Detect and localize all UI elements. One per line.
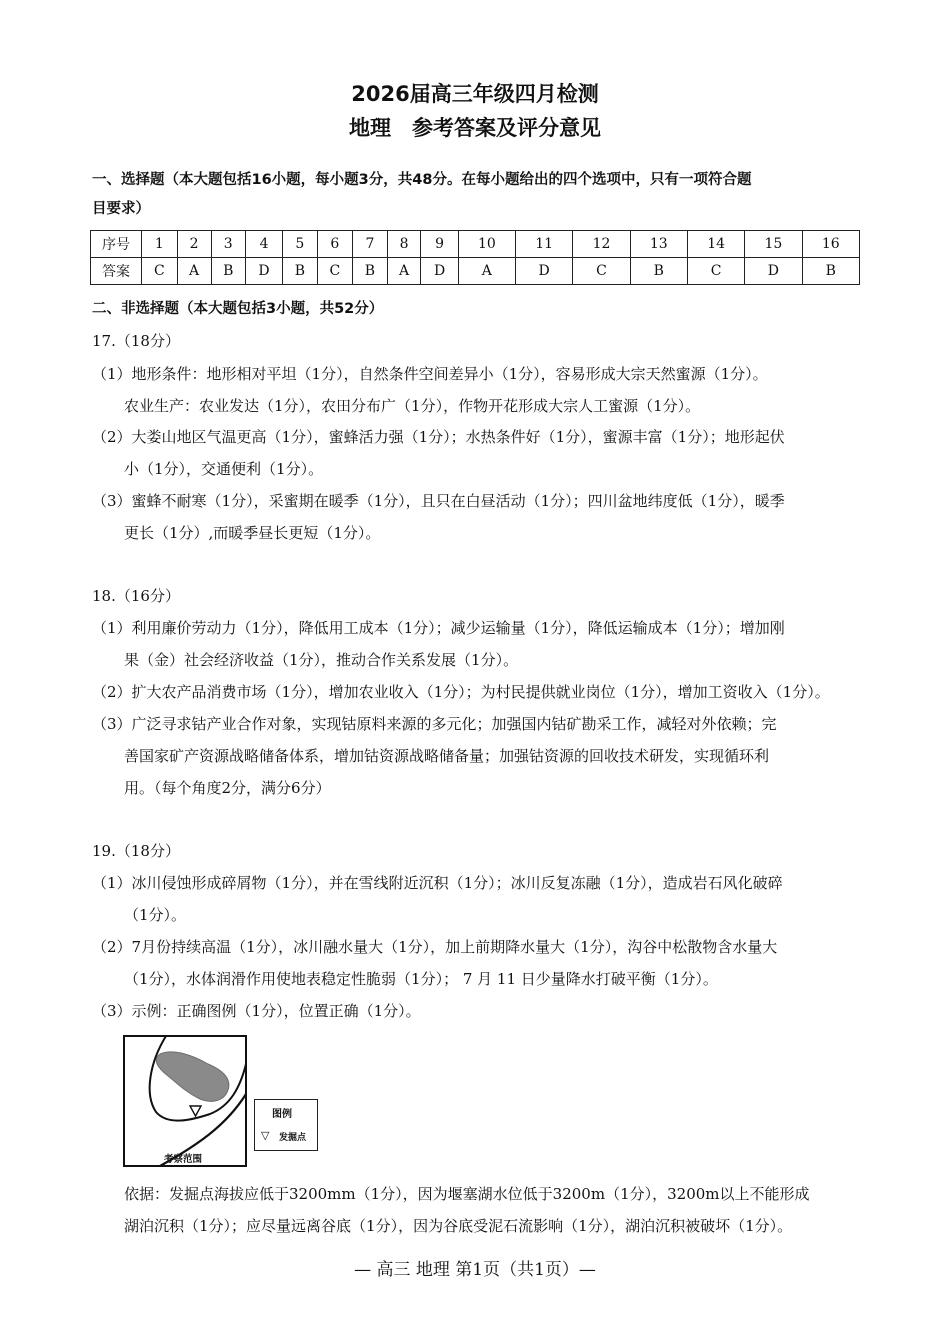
table-cell: 7: [353, 231, 387, 258]
q19-line: 湖泊沉积（1分）；应尽量远离谷底（1分），因为谷底受泥石流影响（1分），湖泊沉积被破坏（1分）。: [124, 1217, 793, 1235]
table-cell: B: [211, 258, 245, 285]
table-cell: 11: [516, 231, 573, 258]
triangle-icon: ▽: [261, 1129, 270, 1142]
q18-line: （3）广泛寻求钴产业合作对象，实现钴原料来源的多元化；加强国内钴矿勘采工作，减轻对外依赖；完: [92, 715, 777, 733]
table-cell: 5: [283, 231, 317, 258]
table-cell: C: [687, 258, 744, 285]
q18-line: 用。（每个角度2分，满分6分）: [124, 779, 331, 797]
table-cell: 2: [177, 231, 211, 258]
section1-heading-line1: 一、选择题（本大题包括16小题，每小题3分，共48分。在每小题给出的四个选项中，只有一项符合题: [92, 172, 752, 188]
q19-line: 依据：发掘点海拔应低于3200mm（1分），因为堰塞湖水位低于3200m（1分），3200m以上不能形成: [124, 1185, 810, 1203]
map-caption: 考察范围: [164, 1154, 203, 1165]
q18-line: 善国家矿产资源战略储备体系，增加钴资源战略储备量；加强钴资源的回收技术研发，实现循环利: [124, 747, 770, 765]
q19-line: （1）冰川侵蚀形成碎屑物（1分），并在雪线附近沉积（1分）；冰川反复冻融（1分），造成岩石风化破碎: [92, 874, 783, 892]
table-cell: D: [516, 258, 573, 285]
table-cell: 15: [745, 231, 802, 258]
table-cell: C: [317, 258, 353, 285]
table-cell: 9: [421, 231, 458, 258]
exam-title: 2026届高三年级四月检测: [351, 82, 599, 106]
q18-line: （1）利用廉价劳动力（1分），降低用工成本（1分）；减少运输量（1分），降低运输成本（1分）；增加刚: [92, 619, 785, 637]
q17-line: 更长（1分）,而暖季昼长更短（1分）。: [124, 524, 381, 542]
table-cell: C: [573, 258, 630, 285]
table-cell: A: [458, 258, 515, 285]
table-header-cell: 答案: [91, 258, 142, 285]
section1-heading-line2: 目要求）: [92, 201, 150, 217]
q19-line: （3）示例：正确图例（1分），位置正确（1分）。: [92, 1002, 421, 1020]
table-cell: 6: [317, 231, 353, 258]
excavation-site-marker: [190, 1106, 201, 1116]
lake-sediment-area: [156, 1052, 229, 1101]
q19-heading: 19.（18分）: [92, 842, 180, 860]
table-cell: D: [421, 258, 458, 285]
q17-line: （1）地形条件：地形相对平坦（1分），自然条件空间差异小（1分），容易形成大宗天然蜜源（1分）。: [92, 365, 768, 383]
table-cell: D: [245, 258, 282, 285]
table-cell: 1: [142, 231, 178, 258]
q17-line: 农业生产：农业发达（1分），农田分布广（1分），作物开花形成大宗人工蜜源（1分）。: [124, 397, 701, 415]
table-cell: B: [353, 258, 387, 285]
table-cell: D: [745, 258, 802, 285]
q18-heading: 18.（16分）: [92, 587, 180, 605]
page-footer: — 高三 地理 第1页（共1页）—: [354, 1260, 596, 1280]
answer-table-number-row: [91, 231, 860, 258]
q17-line: 小（1分），交通便利（1分）。: [124, 460, 324, 478]
q18-line: 果（金）社会经济收益（1分），推动合作关系发展（1分）。: [124, 651, 519, 669]
q19-line: （1分）。: [124, 906, 187, 924]
table-cell: B: [283, 258, 317, 285]
answer-table: [90, 230, 860, 285]
table-header-cell: 序号: [91, 231, 142, 258]
legend-label: 发掘点: [279, 1133, 307, 1143]
table-cell: B: [802, 258, 859, 285]
section2-heading: 二、非选择题（本大题包括3小题，共52分）: [92, 301, 384, 317]
table-cell: C: [142, 258, 178, 285]
q19-line: （2）7月份持续高温（1分），冰川融水量大（1分），加上前期降水量大（1分），沟谷中松散物含水量大: [92, 938, 778, 956]
q19-line: （1分），水体润滑作用使地表稳定性脆弱（1分）； 7 月 11 日少量降水打破平衡（1分）。: [124, 970, 718, 988]
legend-title: 图例: [272, 1109, 292, 1120]
table-cell: A: [387, 258, 421, 285]
table-cell: 3: [211, 231, 245, 258]
table-cell: 16: [802, 231, 859, 258]
q17-line: （3）蜜蜂不耐寒（1分），采蜜期在暖季（1分），且只在白昼活动（1分）；四川盆地纬度低（1分），暖季: [92, 492, 785, 510]
q17-heading: 17.（18分）: [92, 332, 180, 350]
table-cell: A: [177, 258, 211, 285]
map-legend: [254, 1099, 318, 1151]
q17-line: （2）大娄山地区气温更高（1分），蜜蜂活力强（1分）；水热条件好（1分），蜜源丰富（1分）；地形起伏: [92, 428, 785, 446]
answer-table-answer-row: [91, 258, 860, 285]
table-cell: 8: [387, 231, 421, 258]
q18-line: （2）扩大农产品消费市场（1分），增加农业收入（1分）；为村民提供就业岗位（1分），增加工资收入（1分）。: [92, 683, 830, 701]
table-cell: 4: [245, 231, 282, 258]
exam-subtitle: 地理 参考答案及评分意见: [349, 116, 601, 140]
table-cell: 13: [630, 231, 687, 258]
table-cell: 12: [573, 231, 630, 258]
table-cell: B: [630, 258, 687, 285]
table-cell: 14: [687, 231, 744, 258]
table-cell: 10: [458, 231, 515, 258]
